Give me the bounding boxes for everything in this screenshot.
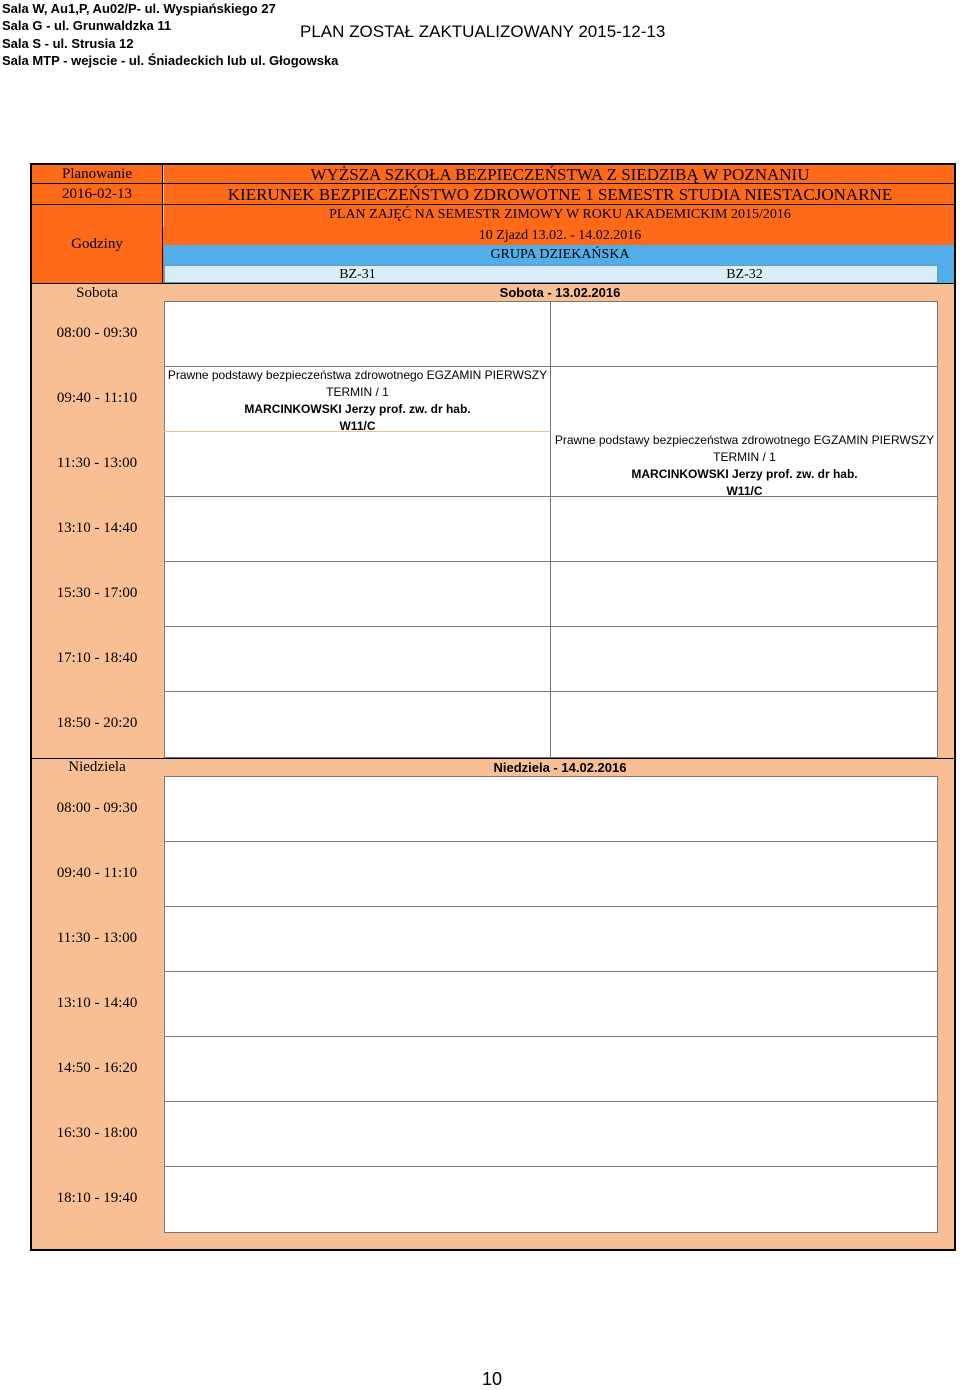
lesson-teacher: MARCINKOWSKI Jerzy prof. zw. dr hab. [244,402,471,416]
page-number: 10 [481,1369,503,1389]
grupa-title: GRUPA DZIEKAŃSKA [490,247,630,262]
update-notice: PLAN ZOSTAŁ ZAKTUALIZOWANY 2015-12-13 [300,22,666,41]
divider [32,758,954,759]
divider [164,906,938,907]
time-slot: 11:30 - 13:00 [56,455,138,471]
time-slot: 11:30 - 13:00 [56,930,138,946]
room-info-line: Sala MTP - wejscie - ul. Śniadeckich lub ul. Głogowska [2,53,339,68]
zjazd-title: 10 Zjazd 13.02. - 14.02.2016 [478,228,642,243]
planowanie-label: Planowanie [62,166,132,182]
lesson-bz31[interactable] [165,367,550,435]
divider [162,165,163,283]
direction-title: KIERUNEK BEZPIECZEŃSTWO ZDROWOTNE 1 SEMESTR STUDIA NIESTACJONARNE [227,185,893,204]
divider [164,561,938,562]
divider [32,283,954,284]
time-slot: 16:30 - 18:00 [56,1125,138,1141]
time-slot: 18:50 - 20:20 [56,715,138,731]
group-bz31: BZ-31 [339,267,376,282]
divider [164,1166,938,1167]
sunday-label: Niedziela - 14.02.2016 [493,760,627,775]
divider [550,301,551,758]
divider [164,691,938,692]
lesson-subject: Prawne podstawy bezpieczeństwa zdrowotnego EGZAMIN PIERWSZY [167,368,548,382]
divider [938,265,954,283]
group-bz32: BZ-32 [726,267,763,282]
lesson-bz32[interactable] [551,432,938,500]
godziny-label: Godziny [71,236,123,252]
time-slot: 14:50 - 16:20 [56,1060,138,1076]
saturday-label: Sobota - 13.02.2016 [499,285,621,300]
lesson-teacher: MARCINKOWSKI Jerzy prof. zw. dr hab. [631,467,858,481]
school-title: WYŻSZA SZKOŁA BEZPIECZEŃSTWA Z SIEDZIBĄ W POZNANIU [310,165,810,184]
divider [164,1036,938,1037]
room-info-line: Sala S - ul. Strusia 12 [2,36,134,51]
time-slot: 18:10 - 19:40 [56,1190,138,1206]
lesson-subject: Prawne podstawy bezpieczeństwa zdrowotnego EGZAMIN PIERWSZY [554,433,935,447]
lesson-termin: TERMIN / 1 [326,385,389,399]
room-info-line: Sala G - ul. Grunwaldzka 11 [2,18,172,33]
time-slot: 17:10 - 18:40 [56,650,138,666]
sobota-label: Sobota [76,285,118,301]
plan-date: 2016-02-13 [62,186,132,202]
time-slot: 13:10 - 14:40 [56,520,138,536]
sunday-grid [164,776,938,1233]
lesson-room: W11/C [339,419,376,433]
divider [164,841,938,842]
time-slot: 08:00 - 09:30 [56,325,138,341]
time-slot: 15:30 - 17:00 [56,585,138,601]
time-slot: 09:40 - 11:10 [56,390,138,406]
time-slot: 09:40 - 11:10 [56,865,138,881]
divider [164,971,938,972]
lesson-termin: TERMIN / 1 [713,450,776,464]
divider [164,1101,938,1102]
time-slot: 13:10 - 14:40 [56,995,138,1011]
room-info-line: Sala W, Au1,P, Au02/P- ul. Wyspiańskiego 27 [2,1,276,16]
divider [164,626,938,627]
lesson-room: W11/C [726,484,763,498]
time-slot: 08:00 - 09:30 [56,800,138,816]
niedziela-label: Niedziela [68,759,126,775]
plan-title: PLAN ZAJĘĆ NA SEMESTR ZIMOWY W ROKU AKADEMICKIM 2015/2016 [329,207,791,222]
